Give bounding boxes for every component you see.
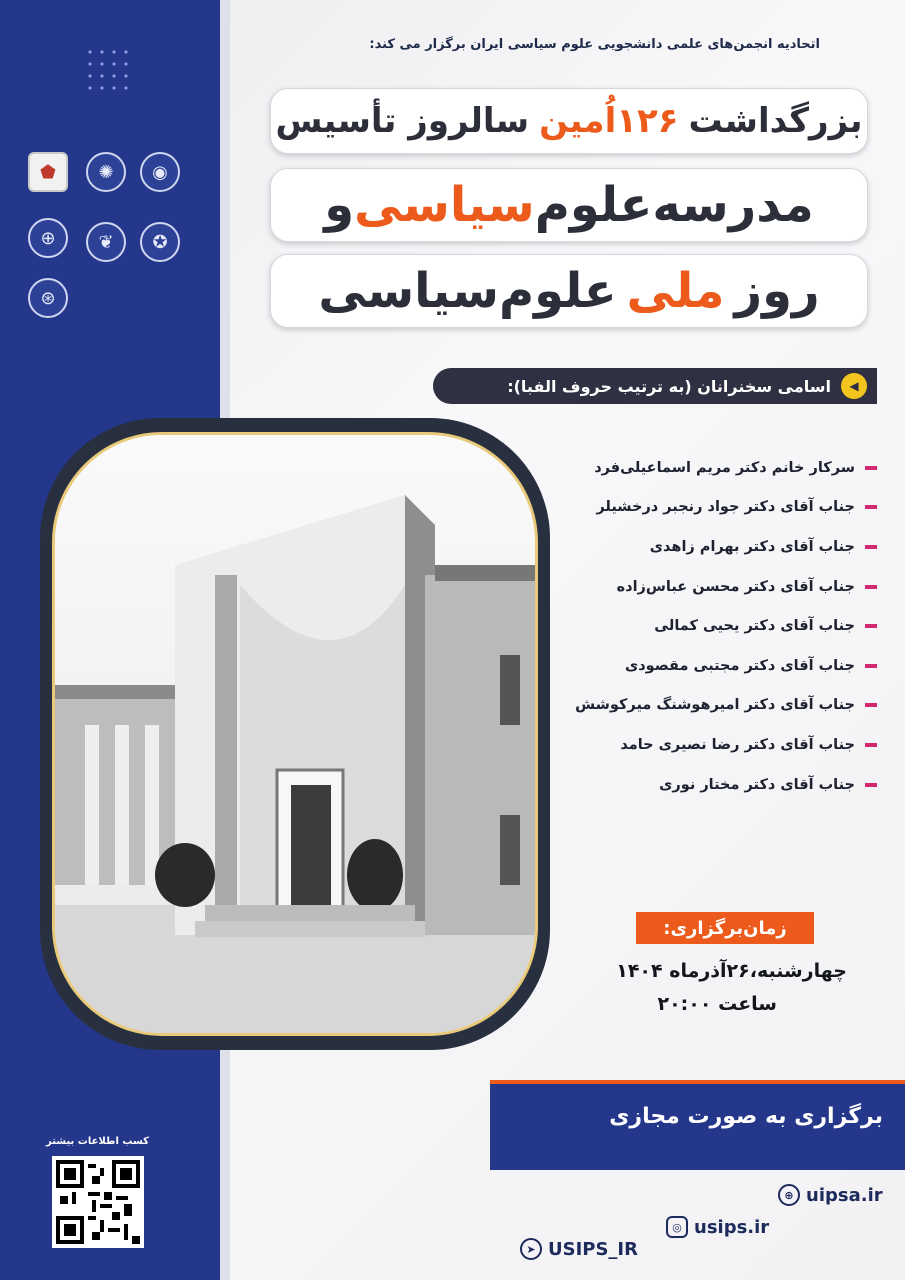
- title-number: ۱۲۶اُمین: [539, 101, 679, 141]
- title-word: سالروز تأسیس: [275, 101, 530, 141]
- globe-logo: ⊕: [28, 218, 68, 258]
- title-word: و: [324, 177, 355, 233]
- title-word: بزرگداشت: [688, 101, 863, 141]
- instagram-icon: ◎: [666, 1216, 688, 1238]
- qr-label: کسب اطلاعات بیشتر: [46, 1136, 149, 1147]
- list-item: جناب آقای دکتر امیرهوشنگ میرکوشش: [557, 686, 877, 726]
- bullet-icon: [865, 624, 877, 628]
- telegram-icon: ➤: [520, 1238, 542, 1260]
- speakers-header: [433, 368, 877, 404]
- list-item: جناب آقای دکتر رضا نصیری حامد: [557, 725, 877, 765]
- bullet-icon: [865, 743, 877, 747]
- bullet-icon: [865, 585, 877, 589]
- list-item: جناب آقای دکتر مختار نوری: [557, 765, 877, 805]
- organizer-note: اتحادیه انجمن‌های علمی دانشجویی علوم سیاسی ایران برگزار می کند:: [369, 37, 820, 52]
- un-style-logo: ⊛: [28, 278, 68, 318]
- title-word: علوم‌سیاسی: [318, 263, 617, 319]
- time-label: زمان‌برگزاری:: [636, 912, 814, 944]
- building-photo: [52, 432, 538, 1036]
- website-link[interactable]: ⊕ uipsa.ir: [778, 1184, 883, 1206]
- list-item: جناب آقای دکتر بهرام زاهدی: [557, 527, 877, 567]
- flower-logo: ✺: [86, 152, 126, 192]
- telegram-link[interactable]: ➤ USIPS_IR: [520, 1238, 638, 1260]
- association-logo: ◉: [140, 152, 180, 192]
- qr-code[interactable]: [52, 1156, 144, 1248]
- list-item: جناب آقای دکتر جواد رنجبر درخشیلر: [557, 488, 877, 528]
- list-item: سرکار خانم دکتر مریم اسماعیلی‌فرد: [557, 448, 877, 488]
- bullet-icon: [865, 703, 877, 707]
- wings-logo: ❦: [86, 222, 126, 262]
- speakers-header-text: اسامی سخنرانان (به ترتیب حروف الفبا):: [507, 376, 831, 396]
- title-word: مدرسه‌علوم: [534, 177, 814, 233]
- iran-map-logo: ⬟: [28, 152, 68, 192]
- title-line-1: [270, 88, 868, 154]
- globe-icon: ⊕: [778, 1184, 800, 1206]
- title-word: روز: [734, 263, 820, 319]
- bullet-icon: [865, 505, 877, 509]
- event-hour: ساعت ۲۰:۰۰: [657, 993, 777, 1015]
- instagram-link[interactable]: ◎ usips.ir: [666, 1216, 769, 1238]
- online-text: برگزاری به صورت مجازی: [609, 1104, 883, 1129]
- title-highlight: سیاسی: [354, 177, 535, 233]
- qr-pattern: [56, 1160, 140, 1244]
- bullet-icon: [865, 545, 877, 549]
- title-line-3: [270, 254, 868, 328]
- bullet-icon: [865, 664, 877, 668]
- emblem-logo: ✪: [140, 222, 180, 262]
- list-item: جناب آقای دکتر یحیی کمالی: [557, 606, 877, 646]
- title-highlight: ملی: [626, 263, 725, 319]
- building-illustration: [55, 435, 535, 1033]
- dot-pattern: [84, 46, 132, 94]
- bullet-icon: [865, 466, 877, 470]
- list-item: جناب آقای دکتر محسن عباس‌زاده: [557, 567, 877, 607]
- title-line-2: [270, 168, 868, 242]
- play-icon: ◀: [841, 373, 867, 399]
- bullet-icon: [865, 783, 877, 787]
- speaker-list: [557, 448, 877, 804]
- event-date: چهارشنبه،۲۶آذرماه ۱۴۰۴: [616, 960, 847, 982]
- list-item: جناب آقای دکتر مجتبی مقصودی: [557, 646, 877, 686]
